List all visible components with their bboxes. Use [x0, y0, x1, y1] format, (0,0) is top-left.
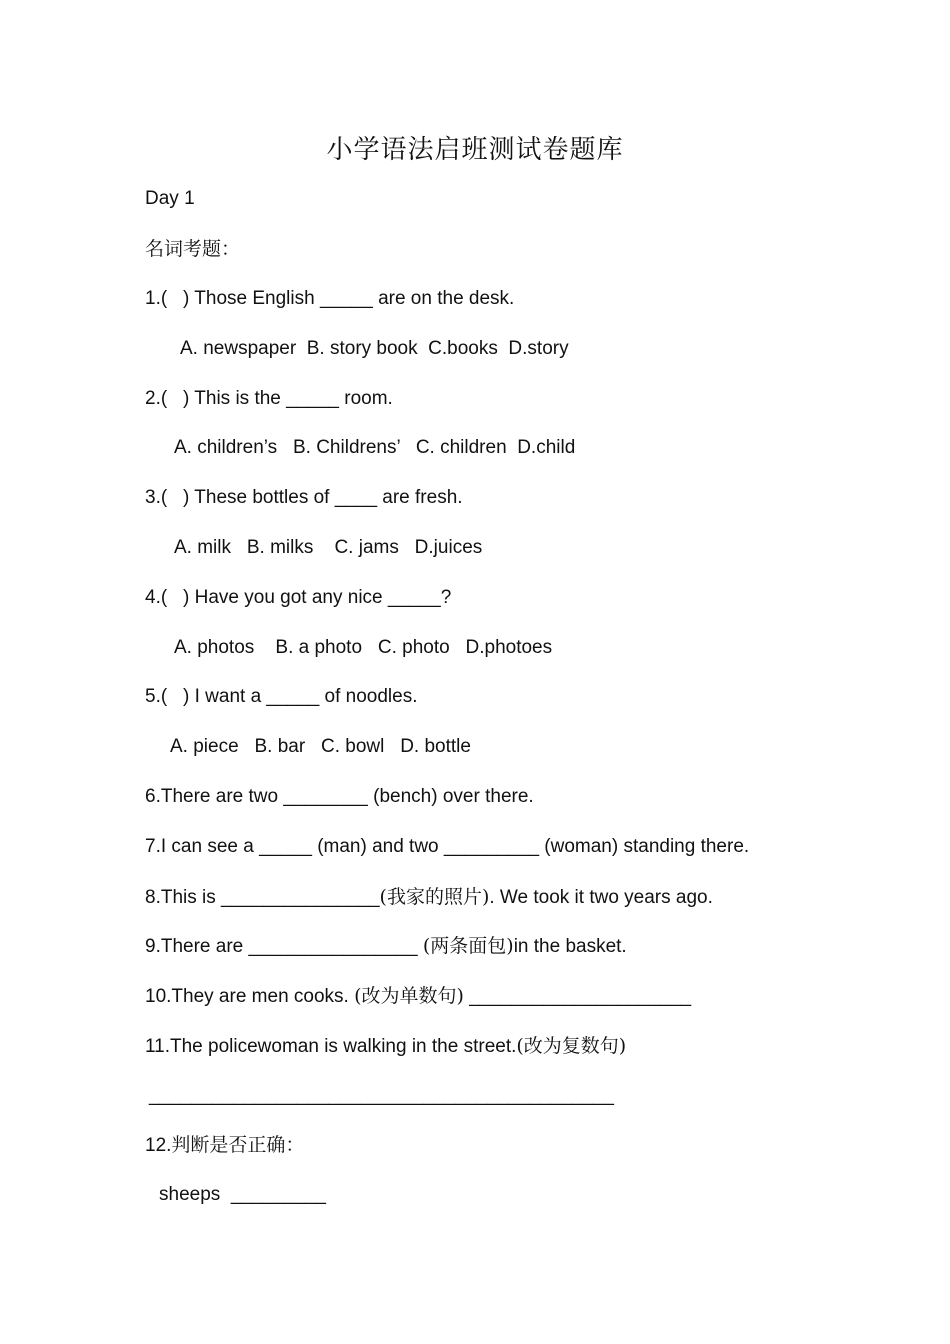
question-1: 1.( ) Those English _____ are on the desk.: [145, 288, 515, 309]
question-8-tail: . We took it two years ago.: [489, 887, 713, 908]
section-heading: 名词考题：: [145, 238, 241, 260]
question-1-options: A. newspaper B. story book C.books D.story: [180, 338, 569, 359]
question-9-hint: (两条面包): [422, 935, 514, 957]
question-12-item: sheeps _________: [159, 1184, 326, 1205]
question-11-hint: (改为复数句): [516, 1035, 627, 1057]
question-3: 3.( ) These bottles of ____ are fresh.: [145, 487, 463, 508]
question-12-number: 12.: [145, 1135, 172, 1156]
question-4-options: A. photos B. a photo C. photo D.photoes: [174, 637, 553, 658]
page-title: 小学语法启班测试卷题库: [326, 135, 624, 165]
question-12: [145, 1132, 304, 1159]
day-label: Day 1: [145, 188, 195, 209]
question-8: [145, 884, 713, 911]
question-10: [145, 983, 691, 1010]
question-5-options: A. piece B. bar C. bowl D. bottle: [170, 736, 471, 757]
question-11-text: 11.The policewoman is walking in the street.: [145, 1036, 517, 1057]
question-11-answer-line: ____________________________________________: [149, 1085, 614, 1106]
question-6: 6.There are two ________ (bench) over there.: [145, 786, 534, 807]
question-2-options: A. children’s B. Childrens’ C. children D.child: [174, 437, 576, 458]
question-8-text: 8.This is _______________: [145, 887, 380, 908]
question-9-text: 9.There are ________________: [145, 936, 423, 957]
question-3-options: A. milk B. milks C. jams D.juices: [174, 537, 483, 558]
question-12-instruction: 判断是否正确：: [171, 1134, 305, 1156]
question-4: 4.( ) Have you got any nice _____?: [145, 587, 452, 608]
question-11: [145, 1033, 626, 1060]
question-5: 5.( ) I want a _____ of noodles.: [145, 686, 418, 707]
question-10-hint: (改为单数句): [354, 985, 464, 1007]
question-10-blank: _____________________: [463, 986, 692, 1007]
question-9-tail: in the basket.: [513, 936, 627, 957]
question-2: 2.( ) This is the _____ room.: [145, 388, 393, 409]
question-8-hint: (我家的照片): [379, 886, 490, 908]
question-10-text: 10.They are men cooks.: [145, 986, 355, 1007]
question-7: 7.I can see a _____ (man) and two _________ (woman) standing there.: [145, 836, 750, 857]
question-9: [145, 933, 627, 960]
